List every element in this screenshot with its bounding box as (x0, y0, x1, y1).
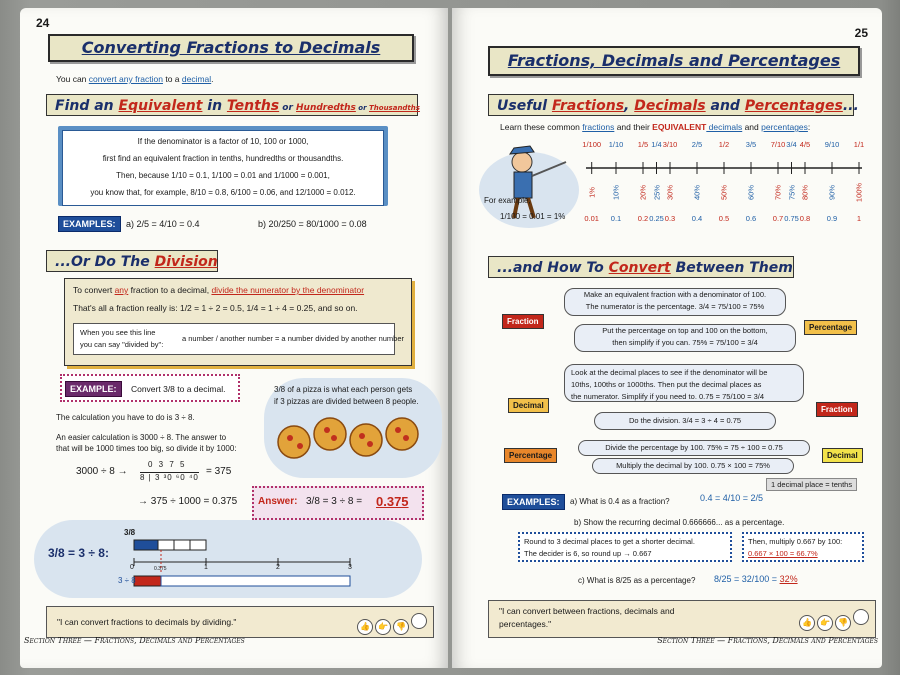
long-division-quotient: 0 3 7 5 (148, 460, 187, 469)
calc-line3: that will be 1000 times too big, so divide it by 1000: (56, 444, 237, 453)
thumb-side-icon[interactable]: 👉 (817, 615, 833, 631)
bar-tick-0: 0 (130, 564, 134, 571)
section-heading-convert: ...and How To Convert Between Them (488, 256, 794, 278)
fraction-chip-right: Fraction (816, 402, 858, 417)
number-line-percent: 30% (665, 185, 675, 201)
number-line-decimal: 0.5 (718, 214, 730, 223)
number-line-percent: 40% (692, 185, 702, 201)
section-heading-division: ...Or Do The Division (46, 250, 218, 272)
percentage-to-decimal-box: Divide the percentage by 100. 75% = 75 ÷ 100 = 0.75 (578, 440, 810, 456)
number-line-percent: 90% (827, 185, 837, 201)
bar-model-cloud (34, 520, 422, 598)
confidence-rating-left[interactable] (355, 613, 427, 635)
number-line-fraction: 4/5 (799, 140, 811, 149)
number-line-decimal: 0.8 (799, 214, 811, 223)
fraction-chip: Fraction (502, 314, 544, 329)
number-line-fraction: 1/4 (651, 140, 662, 149)
example-a-answer: 0.4 = 4/10 = 2/5 (700, 493, 764, 503)
left-page (20, 8, 448, 668)
percentage-to-fraction-box: Put the percentage on top and 100 on the bottom, then simplify if you can. 75% = 75/100 = 3/4 (574, 324, 796, 352)
bar-tick-3: 3 (348, 564, 352, 571)
bar-tick-2: 2 (276, 564, 280, 571)
page-title-left: Converting Fractions to Decimals (48, 34, 414, 62)
example-text: Convert 3/8 to a decimal. (130, 384, 226, 394)
percentage-chip-left: Percentage (504, 448, 557, 463)
number-line-decimal: 0.3 (664, 214, 676, 223)
bar-top-label: 3/8 (124, 528, 136, 537)
answer-expression: 3/8 = 3 ÷ 8 = (306, 496, 363, 507)
number-line-percent: 1% (587, 187, 597, 198)
answer-value: 0.375 (376, 494, 409, 509)
bar-tick-0375: 0.375 (154, 566, 167, 572)
number-line-decimal: 1 (856, 214, 862, 223)
thumbs-down-icon[interactable]: 👎 (835, 615, 851, 631)
rule-line: If the denominator is a factor of 10, 100 or 1000, (137, 137, 309, 146)
pizza-icon (278, 418, 418, 458)
pizza-icons (272, 416, 432, 472)
number-line-percent: 20% (638, 185, 648, 201)
examples-label: EXAMPLES: (58, 216, 121, 232)
quote-right: "I can convert between fractions, decimals and percentages." (499, 606, 675, 629)
thumbs-up-icon[interactable]: 👍 (799, 615, 815, 631)
number-line-percent: 10% (611, 185, 621, 201)
decimal-to-percentage-box: Multiply the decimal by 100. 0.75 × 100 = 75% (592, 458, 794, 474)
section-heading-equivalent: Find an Equivalent in Tenths or Hundredths or Thousandths (46, 94, 418, 116)
decimal-chip-right: Decimal (822, 448, 863, 463)
calc-line1: The calculation you have to do is 3 ÷ 8. (56, 413, 195, 422)
divide-by-1000-step: → 375 ÷ 1000 = 0.375 (138, 496, 238, 507)
footer-right: Section Three — Fractions, Decimals and Percentages (657, 636, 878, 645)
examples-label-right: EXAMPLES: (502, 494, 565, 510)
number-line-fraction: 7/10 (770, 140, 786, 149)
page-number-left: 24 (36, 16, 50, 30)
division-rule-line1: To convert any fraction to a decimal, divide the numerator by the denominator (73, 285, 365, 295)
example-b-round-box: Round to 3 decimal places to get a shorter decimal. The decider is 6, so round up → 0.667 (518, 532, 732, 562)
decimal-to-fraction-box: Look at the decimal places to see if the denominator will be 10ths, 100ths or 1000ths. Then put the decimal places as the numerator. Simplify if you need to. 0.75 = 75/100 = 3/4 (564, 364, 804, 402)
answer-box (252, 486, 424, 520)
percentage-chip: Percentage (804, 320, 857, 335)
page-title-right: Fractions, Decimals and Percentages (488, 46, 860, 76)
number-line-percent: 60% (746, 185, 756, 201)
pizza-caption: 3/8 of a pizza is what each person gets if 3 pizzas are divided between 8 people. (274, 385, 419, 406)
learn-text: Learn these common fractions and their EQUIVALENT decimals and percentages: (500, 122, 811, 132)
example-c-answer: 8/25 = 32/100 = 32% (714, 574, 798, 584)
number-line-percent: 75% (787, 185, 796, 201)
number-line-decimal: 0.4 (691, 214, 703, 223)
thumbs-up-icon[interactable]: 👍 (357, 619, 373, 635)
pizza-cloud (264, 378, 442, 478)
division-rule-box (64, 278, 412, 366)
long-division-label: 3000 ÷ 8 → (76, 466, 128, 477)
number-line-decimal: 0.75 (784, 214, 799, 223)
rule-line: Then, because 1/10 = 0.1, 1/100 = 0.01 and 1/1000 = 0.001, (116, 171, 330, 180)
rule-line: you know that, for example, 8/10 = 0.8, 6/100 = 0.06, and 12/1000 = 0.012. (90, 188, 356, 197)
eighths-bar (134, 540, 206, 550)
bar-bottom-label: 3 ÷ 8 (118, 576, 136, 585)
number-line-decimal: 0.7 (772, 214, 784, 223)
footer-left: Section Three — Fractions, Decimals and Percentages (24, 636, 245, 645)
example-b: b) 20/250 = 80/1000 = 0.08 (258, 219, 367, 229)
number-line-fraction: 9/10 (824, 140, 840, 149)
number-line-fraction: 1/1 (853, 140, 865, 149)
calc-line2: An easier calculation is 3000 ÷ 8. The answer to (56, 433, 227, 442)
circle-icon[interactable] (853, 609, 869, 625)
long-division-dividend: 8 | 3 ³0 ⁶0 ⁴0 (140, 473, 199, 482)
number-line-percent: 70% (773, 185, 783, 201)
thumbs-down-icon[interactable]: 👎 (393, 619, 409, 635)
rule-line: first find an equivalent fraction in tenths, hundredths or thousandths. (102, 154, 344, 163)
number-line-decimal: 0.6 (745, 214, 757, 223)
divided-by-box: When you see this line you can say "divided by": a number / another number = a number divided by another number (73, 323, 395, 355)
thumb-side-icon[interactable]: 👉 (375, 619, 391, 635)
for-example-equation: 1/100 = 0.01 = 1% (500, 212, 566, 221)
number-line-fraction: 3/4 (786, 140, 797, 149)
page-number-right: 25 (854, 26, 868, 40)
number-line-percent: 100% (854, 182, 864, 203)
bar-equation: 3/8 = 3 ÷ 8: (48, 546, 109, 560)
bar-tick-1: 1 (204, 564, 208, 571)
number-line-fraction: 1/2 (718, 140, 730, 149)
confidence-rating-right[interactable] (797, 609, 869, 631)
long-division-result: = 375 (206, 466, 232, 477)
example-b-question: b) Show the recurring decimal 0.666666... as a percentage. (574, 518, 785, 527)
quote-box-right (488, 600, 876, 638)
example-box (60, 374, 240, 402)
circle-icon[interactable] (411, 613, 427, 629)
example-label: EXAMPLE: (65, 381, 122, 397)
example-b-multiply-box: Then, multiply 0.667 by 100: 0.667 × 100 = 66.7% (742, 532, 864, 562)
intro-text: You can convert any fraction to a decimal. (56, 74, 214, 84)
number-line-percent: 25% (652, 185, 661, 201)
example-a: a) 2/5 = 4/10 = 0.4 (126, 219, 200, 229)
number-line-decimal: 0.9 (826, 214, 838, 223)
number-line-percent: 50% (719, 185, 729, 201)
number-line-decimal: 0.01 (584, 214, 599, 223)
number-line-decimal: 0.25 (649, 214, 664, 223)
number-line-decimal: 0.1 (610, 214, 622, 223)
number-line (586, 158, 866, 178)
threes-bar (134, 576, 350, 586)
equivalent-rule-box (58, 126, 388, 206)
number-line-fraction: 1/100 (582, 140, 602, 149)
answer-label: Answer: (258, 496, 298, 507)
quote-box-left (46, 606, 434, 638)
for-example-label: For example, (484, 196, 531, 205)
number-line-fraction: 1/5 (637, 140, 649, 149)
number-line-percent: 80% (800, 185, 810, 201)
number-line-decimal: 0.2 (637, 214, 649, 223)
right-page (452, 8, 882, 668)
fraction-to-decimal-box: Do the division. 3/4 = 3 ÷ 4 = 0.75 (594, 412, 776, 430)
decimal-chip-left: Decimal (508, 398, 549, 413)
number-line-fraction: 1/10 (608, 140, 624, 149)
example-a-note: 1 decimal place = tenths (766, 478, 857, 491)
example-a-question: a) What is 0.4 as a fraction? (570, 497, 670, 506)
fraction-to-percentage-box: Make an equivalent fraction with a denominator of 100. The numerator is the percentage. 3/4 = 75/100 = 75% (564, 288, 786, 316)
division-rule-line2: That's all a fraction really is: 1/2 = 1 ÷ 2 = 0.5, 1/4 = 1 ÷ 4 = 0.25, and so on. (73, 303, 358, 313)
number-line-fraction: 3/5 (745, 140, 757, 149)
section-heading-useful: Useful Fractions, Decimals and Percentages... (488, 94, 854, 116)
bar-model (134, 540, 394, 588)
example-c-question: c) What is 8/25 as a percentage? (578, 576, 696, 585)
number-line-fraction: 2/5 (691, 140, 703, 149)
number-line-fraction: 3/10 (662, 140, 678, 149)
quote-left: "I can convert fractions to decimals by dividing." (57, 617, 237, 627)
